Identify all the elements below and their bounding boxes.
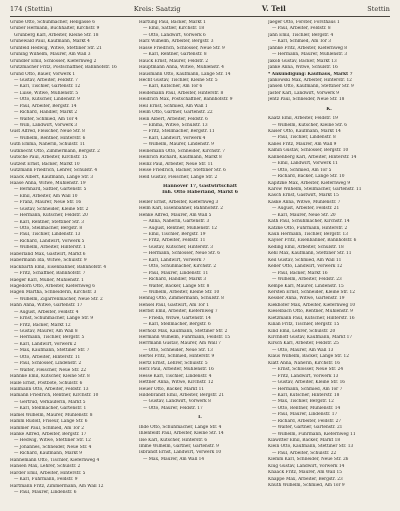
directory-entry: Jahnke Fritz, Arbeiter, Kiefernweg 8 [268,45,348,51]
section-heading: Inh. Otto Haberland, Markt 6 [162,190,238,196]
directory-entry: Hallmann Otto, Arbeiter, Feldstr. 13 [10,386,89,392]
directory-entry: — Hermann, Tischler, Bergstr. 5 [14,335,85,341]
directory-entry: — Hermann, Schmied, Am Tor 7 [272,386,343,392]
directory-entry: — Karl, Rentner, Stettiner Str. 3 [14,219,84,225]
directory-entry: Katzke Otto, Fuhrmann, Hinterstr. 2 [268,225,348,231]
directory-entry: — Otto, Maurer, Am Wall 13 [272,347,334,353]
directory-entry: Keil Gustav, Schmied, Am Wall 11 [268,257,342,263]
directory-entry: Gründler Emil, Schlosser, Kiefernweg 2 [10,58,97,64]
directory-entry: — Paul, Tischler, Lindenstr. 13 [14,232,81,238]
directory-entry: — Wilhelm, Rentner, Hinterstr. 6 [14,135,86,141]
directory-column-3 [268,20,390,504]
directory-entry: Hanke Alfred, Arbeiter, Bergstr. 17 [10,432,87,437]
directory-entry: Heinrich Richard, Kaufmann, Markt 8 [139,155,222,161]
directory-entry: Kehl Max, Kaufmann, Stettiner Str. 11 [268,251,352,257]
directory-entry: Helm Karl, Eisenbahner, Bahnhofstr. 2 [139,206,223,212]
directory-entry: — Max, Tischler, Bergstr. 12 [272,399,334,405]
directory-entry: Grünberg Karl, Arbeiter, Kleine Str. 18 [14,32,99,38]
directory-entry: — Paul, Tischler, Lindenstr. 8 [272,135,336,141]
section-heading: I. [198,415,202,421]
directory-entry: Gutknecht Otto, Zimmermann, Bergstr. 2 [10,148,100,154]
directory-entry: Jaeger Otto, Förster, Forsthaus 1 [268,20,340,25]
directory-entry: — Emil, Tischler, Bergstr. 19 [143,232,206,237]
part-title: V. Teil [261,4,286,13]
directory-entry: Hahnke Emil, Kutscher, Kleine Str. 8 [10,374,90,380]
directory-entry: — Karl, Kutscher, Hinterstr. 18 [272,392,340,398]
directory-entry: Hagen Martha, Schneiderin, Kirchstr. 3 [10,290,97,296]
directory-entry: — Max, Kaufmann, Stettiner Str. 7 [14,348,90,354]
directory-column-1 [10,20,132,504]
directory-entry: — Wilhelm, Maurer, Lindenstr. 9 [143,142,214,148]
directory-entry: — Paul, Maurer, Lindenstr. 6 [14,489,77,495]
directory-entry: Hecht Gustav, Tischler, Kleine Str. 5 [139,77,218,83]
directory-entry: — Franz, Maurer, Neue Str. 16 [14,200,82,206]
directory-entry: Ihlenfeldt Paul, Arbeiter, Kleine Str. 14 [139,431,224,437]
directory-entry: Jaster Karl, Landwirt, Vorwerk 9 [268,90,339,96]
directory-entry: — Paul, Maurer, Lindenstr. 11 [143,270,209,276]
directory-entry: Haack Albert, Kaufmann, Lange Str. 3 [10,174,94,180]
directory-entry: Kaatz Emil, Arbeiter, Feldstr. 19 [268,116,338,122]
directory-entry: — Bernhard, Sattler, Gartenstr. 5 [14,187,87,193]
directory-entry: — Karl, Landwirt, Vorwerk 2 [14,341,77,347]
directory-entry: — Johannes, Schneider, Neue Str. 4 [14,444,92,450]
directory-entry: Hausmann Otto, Kaufmann, Lange Str. 14 [139,71,231,77]
directory-entry: — Otto, Schuhmacher, Kirchstr. 2 [143,264,217,270]
directory-entry: Jankowski Max, Arbeiter, Hinterstr. 12 [268,77,352,83]
directory-entry: Ihde Otto, Schuhmacher, Lange Str. 4 [139,424,222,430]
directory-entry: — Anna, Näherin, Gartenstr. 3 [143,219,210,225]
directory-entry: — Luise, Witwe, Mühlenstr. 5 [14,90,79,96]
directory-entry: — Willi, Landwirt, Vorwerk 3 [14,123,78,128]
directory-entry: — Richard, Händler, Markt 3 [143,277,207,283]
directory-entry: Heuer Otto, Bäcker, Markt 11 [139,386,205,392]
directory-entry: Knappe Max, Arbeiter, Bergstr. 23 [268,476,343,482]
directory-entry: Jahn Emil, Tischler, Bergstr. 4 [268,32,334,38]
directory-entry: Grützmacher Fritz, Postschaffner, Bahnhofstr. 16 [10,65,117,71]
directory-entry: Grube Otto, Schuhmacher, Hellgasse 6 [10,20,95,25]
directory-entry: Hartung Paul, Bäcker, Markt 1 [139,20,206,25]
directory-entry: Kirsch Karl, Arbeiter, Feldstr. 25 [268,341,339,347]
directory-entry: Isbrandt Ernst, Landwirt, Vorwerk 10 [139,450,222,456]
directory-entry: — Karl, Maurer, Neue Str. 20 [272,212,336,218]
directory-entry: Kapitzke Max, Arbeiter, Kiefernweg 9 [268,180,351,186]
directory-entry: Kalies Fritz, Maurer, Am Wall 9 [268,141,337,147]
directory-entry: Heller Ernst, Arbeiter, Kiefernweg 3 [139,199,219,205]
directory-entry: Hackbarth Emil, Eisenbahner, Bahnhofstr. 4 [10,264,107,270]
directory-entry: Herz Paul, Arbeiter, Mühlenstr. 16 [139,367,214,373]
directory-entry: — Gustav, Maurer, Am Wall 8 [14,329,78,334]
directory-entry: — Emil, Landwirt, Vorwerk 11 [272,161,338,167]
directory-entry: Klein Otto, Kaufmann, Stettiner Str. 13 [268,444,354,450]
directory-entry: Kieselbach Otto, Rentner, Mühlenstr. 9 [268,309,353,315]
directory-entry: Gutzeit Ernst, Bäcker, Markt 10 [10,161,80,167]
place-name: Stettin [367,5,390,13]
directory-entry: Herholz Max, Kaufmann, Stettiner Str. 2 [139,328,228,334]
directory-entry: Kessler Anna, Witwe, Gartenstr. 19 [268,296,345,302]
directory-entry: — Hermann, Kutscher, Feldstr. 20 [14,213,88,219]
directory-entry: Heidrich Max, Postschaffner, Bahnhofstr. 9 [139,97,233,103]
directory-entry: Hein Albert, Arbeiter, Feldstr. 6 [139,116,208,122]
directory-entry: Hahn Anna, Witwe, Gartenstr. 17 [10,303,83,309]
directory-entry: Gutsche Paul, Arbeiter, Kirchstr. 15 [10,155,88,161]
directory-entry: Kiekhöfer Max, Arbeiter, Kiefernweg 10 [268,302,356,308]
directory-entry: Kath Paul, Schuhmacher, Kirchstr. 14 [268,219,350,225]
directory-entry: — August, Arbeiter, Feldstr. 4 [14,309,79,315]
directory-entry: Herrmann Gustav, Maurer, Am Wall 7 [139,341,221,347]
directory-entry: Kaiser Otto, Kaufmann, Markt 14 [268,129,341,134]
directory-entry: Gutzmann Friedrich, Lehrer, Schulstr. 4 [10,168,98,174]
directory-entry: Hennig Otto, Zimmermann, Schulstr. 8 [139,296,224,302]
directory-entry: — Emil, Sattler, Kirchstr. 18 [143,26,205,32]
directory-entry: Hettner Anna, Witwe, Kirchstr. 12 [139,380,214,386]
directory-entry: Ilse Karl, Kutscher, Hinterstr. 6 [139,437,208,443]
directory-entry: Kasch Ernst, Gastwirt, Markt 15 [268,193,339,199]
section-heading: Hannover 17, Gastwirtschaft [163,183,237,189]
directory-entry: — Paul, Maurer, Lindenstr. 17 [272,412,338,418]
directory-entry: Haase Anna, Witwe, Mühlenstr. 19 [10,180,86,186]
directory-entry: Haberland Max, Gastwirt, Markt 6 [10,251,86,257]
directory-entry: — Otto, Landwirt, Vorwerk 6 [143,32,206,38]
section-title: Kreis: Saatzig [133,5,181,13]
directory-entry: Grund Otto, Bauer, Vorwerk 1 [10,71,76,77]
directory-entry: Grüning Wilhelm, Maurer, Am Wall 3 [10,52,91,58]
directory-entry: — Walter, Schmied, Am Tor 4 [14,116,78,122]
directory-entry: — Karl, Kutscher, Am Tor 6 [143,84,203,90]
directory-entry: Herbst Emil, Arbeiter, Kiefernweg 7 [139,309,218,315]
header-rule [10,16,390,17]
directory-entry: Heise Friedrich, Bäcker, Stettiner Str. 6 [139,168,226,174]
directory-entry: Heinz Paul, Arbeiter, Neue Str. 11 [139,161,214,167]
directory-entry: Hertel Fritz, Schmied, Hinterstr. 9 [139,354,215,360]
section-heading: K. [326,106,332,112]
directory-entry: Keding Emil, Arbeiter, Schulstr. 18 [268,244,344,250]
directory-entry: — Walter, Bäcker, Lange Str. 8 [143,283,210,289]
directory-entry: Hauptmann Anna, Witwe, Mühlenstr. 4 [139,65,225,71]
directory-entry: — Wilhelm, Kutscher, Kleine Str. 6 [272,122,347,128]
directory-entry: Heinemann Otto, Schneider, Kirchstr. 7 [139,148,226,154]
directory-entry: — Gustav, Arbeiter, Kleine Str. 16 [272,380,346,386]
directory-entry: — Fritz, Landwirt, Vorwerk 13 [272,373,339,379]
directory-entry: Kempe Karl, Maurer, Lindenstr. 15 [268,283,344,289]
directory-entry: — Karl, Landwirt, Vorwerk 4 [143,135,206,141]
directory-entry: Hamm Rudolf, Friseur, Lange Str. 6 [10,419,88,425]
directory-entry: Halle Ernst, Postbote, Schulstr. 6 [10,380,83,386]
directory-entry: — Karl, Landwirt, Vorwerk 7 [143,257,206,263]
directory-entry: Klatt Anna, Näherin, Kirchstr. 16 [268,360,340,366]
directory-entry: — Richard, Händler, Markt 2 [14,110,78,116]
directory-entry: — Hedwig, Witwe, Stettiner Str. 12 [14,438,91,444]
directory-entry: Kaske Anna, Witwe, Mühlenstr. 7 [268,199,341,205]
directory-entry: Held Gustav, Fleischer, Lange Str. 2 [139,174,218,180]
directory-entry: Hamel Wilhelm, Maurer, Mühlenstr. 8 [10,412,93,418]
directory-entry: — Karl, Stellmacher, Gartenstr. 1 [14,406,87,412]
directory-entry: Kietzmann Paul, Kutscher, Hinterstr. 16 [268,315,355,321]
directory-entry: — Hermann, Maurer, Mühlenstr. 3 [272,52,348,58]
directory-entry: — Karl, Fuhrmann, Feldstr. 9 [14,477,78,483]
directory-entry: — Wilhelm, Zigarrenmacher, Neue Str. 2 [14,296,103,302]
directory-entry: — Fritz, Bäcker, Markt 12 [14,322,71,328]
directory-entry: Hartmann Fritz, Zimmermann, Am Wall 12 [10,483,104,489]
directory-entry: — Emil, Arbeiter, Am Wall 10 [14,193,78,199]
directory-entry: — Gustav, Schneider, Kleine Str. 2 [14,206,89,212]
directory-entry: — Walter, Fleischer, Neue Str. 22 [14,367,87,373]
directory-entry: Klug Gustav, Landwirt, Vorwerk 14 [268,463,345,469]
directory-entry: Harder Emil, Arbeiter, Hinterstr. 5 [10,470,86,476]
directory-entry: Haeger Karl, Müller, Mühlenstr. 1 [10,277,84,283]
directory-entry: — August, Arbeiter, Feldstr. 21 [272,206,340,212]
directory-entry: — Frieda, Witwe, Gartenstr. 14 [143,315,211,321]
directory-entry: — Karl, Rentner, Gartenstr. 8 [143,52,207,58]
directory-entry: — Otto, Maurer, Feldstr. 17 [143,405,203,411]
directory-entry: — Wilhelm, Arbeiter, Feldstr. 23 [272,277,342,283]
directory-entry: Jansen Otto, Kaufmann, Stettiner Str. 9 [268,84,354,90]
directory-entry: Hertz Ernst, Lehrer, Schulstr. 5 [139,360,208,366]
directory-entry: Klawitter Emil, Bäcker, Markt 18 [268,438,341,443]
directory-entry: Jentz Paul, Schneider, Neue Str. 18 [268,97,345,103]
directory-entry: Grünfeld Hedwig, Witwe, Stettiner Str. 21 [10,45,102,51]
page-header [10,4,390,16]
directory-entry: Heil Ernst, Schmied, Am Wall 1 [139,103,208,109]
directory-entry: Keller Otto, Landwirt, Vorwerk 12 [268,264,343,270]
directory-entry: Henke Alfred, Maurer, Am Wall 5 [139,212,212,218]
directory-entry: — Paul, Schlosser, Lindenstr. 2 [14,361,82,367]
directory-entry: — Otto, Kutscher, Lindenstr. 9 [14,97,80,103]
directory-entry: Kaun Hermann, Tischler, Bergstr. 13 [268,232,348,237]
directory-entry: Guth Emma, Näherin, Schulstr. 11 [10,142,86,148]
directory-entry: Klemm Karl, Schneider, Neue Str. 26 [268,457,349,463]
directory-entry: Hasse Friedrich, Schlosser, Neue Str. 9 [139,45,225,51]
directory-entry: Kamin Gustav, Schlosser, Bergstr. 10 [268,148,349,154]
directory-entry: Knuth Wilhelm, Schmied, Am Tor 9 [268,483,345,489]
directory-entry: Imme Wilhelm, Gärtner, Gartenstr. 9 [139,444,219,449]
directory-entry: Hauck Ernst, Maurer, Feldstr. 2 [139,58,209,64]
directory-entry: — Ernst, Schlosser, Neue Str. 24 [272,367,344,373]
directory-entry: — Fritz, Arbeiter, Feldstr. 11 [143,238,206,244]
directory-entry: Hermann Wilhelm, Fuhrmann, Feldstr. 15 [139,335,231,340]
directory-entry: Gust Alfred, Fleischer, Neue Str. 8 [10,129,85,135]
directory-entry: — Paul, Arbeiter, Feldstr. 8 [272,26,331,32]
directory-entry: — Richard, Kaufmann, Markt 9 [14,451,83,457]
directory-entry: Heidemann Paul, Arbeiter, Hinterstr. 8 [139,90,224,96]
directory-entry: — Fritz, Schaffner, Bahnhofstr. 7 [14,271,86,277]
directory-entry: — Wilhelm, Arbeiter, Kleine Str. 10 [143,289,220,295]
directory-entry: — Paul, Bäcker, Markt 16 [272,270,328,276]
directory-entry: — Gustav, Landwirt, Vorwerk 8 [143,399,211,405]
directory-entry: — Emma, Witwe, Schulstr. 13 [143,123,208,128]
directory-entry: Hildebrandt Emil, Arbeiter, Bergstr. 21 [139,392,225,398]
directory-entry: Kirchhoff Gustav, Kaufmann, Markt 17 [268,335,353,340]
directory-entry: Hannemann Otto, Tischler, Kiefernweg 4 [10,457,100,463]
directory-entry: — Otto, Rentner, Mühlenstr. 14 [272,405,341,411]
directory-entry: Kannenberg Karl, Arbeiter, Hinterstr. 14 [268,154,357,160]
directory-entry: Knaack Fritz, Maurer, Am Wall 15 [268,470,342,476]
directory-entry: Jakob Gustav, Bäcker, Markt 13 [268,58,337,64]
directory-entry: Habermann Ida, Witwe, Schulstr. 9 [10,258,87,264]
directory-entry: Hansen Max, Lehrer, Schulstr. 2 [10,464,81,470]
directory-entry: — Otto, Schneider, Neue Str. 13 [143,347,213,353]
directory-entry: — Fritz, Stellmacher, Bergstr. 11 [143,129,215,135]
directory-entry: — Richard, Bäcker, Lange Str. 10 [272,174,345,180]
directory-entry: Grünewald Paul, Kaufmann, Markt 4 [10,39,90,45]
directory-entry: — Karl, Stellmacher, Bergstr. 6 [143,322,211,328]
directory-entry: Kayser Fritz, Eisenbahner, Bahnhofstr. 6 [268,238,357,244]
directory-entry: — Richard, Landwirt, Vorwerk 5 [14,238,85,244]
directory-column-2 [139,20,261,504]
directory-entry: Gruber Hermann, Buchhalter, Kirchstr. 9 [10,26,100,32]
directory-entry: Hammer Paul, Schmied, Am Tor 2 [10,425,84,431]
directory-entry: — Richard, Arbeiter, Feldstr. 27 [272,418,342,424]
directory-entry: — Otto, Arbeiter, Hinterstr. 11 [14,354,81,360]
directory-entry: Kilian Fritz, Tischler, Bergstr. 15 [268,322,340,328]
directory-entry: Kind Emil, Lehrer, Schulstr. 20 [268,328,336,334]
page-number: 174 (Stettin) [10,5,53,13]
directory-entry: — Gustav, Arbeiter, Feldstr. 7 [14,77,78,83]
directory-entry: — Karl, Tischler, Gartenstr. 12 [14,84,81,90]
directory-entry: — Max, Maurer, Am Wall 14 [143,456,205,462]
directory-entry: Harz Wilhelm, Arbeiter, Bergstr. 3 [139,39,214,45]
directory-entry: — Wilhelm, Fuhrmann, Kiefernweg 11 [272,431,356,437]
directory-entry: — August, Rentner, Mühlenstr. 12 [143,225,217,231]
directory-entry: — Ernst, Schuhmacher, Lange Str. 9 [14,316,94,322]
directory-entry: — Gertrud, Verkäuferin, Markt 5 [14,399,86,405]
directory-entry: Hamann Friedrich, Rentner, Kirchstr. 10 [10,393,99,399]
directory-entry: — Wilhelm, Arbeiter, Hinterstr. 1 [14,245,86,251]
directory-entry: — Paul, Arbeiter, Bergstr. 14 [14,103,77,109]
directory-entry: — Otto, Stellmacher, Bergstr. 8 [14,226,83,231]
directory-entry: — Otto, Schmied, Am Tor 5 [272,167,332,173]
directory-entry: — Hermann, Schlosser, Neue Str. 6 [143,251,220,257]
directory-entry: Klaus Wilhelm, Bäcker, Lange Str. 12 [268,354,349,360]
directory-entry: — Paul, Arbeiter, Schulstr. 22 [272,450,337,456]
directory-entry: Karow Wilhelm, Stellmacher, Gartenstr. 11 [268,186,362,192]
directory-entry: Hesse Karl, Tischler, Lindenstr. 4 [139,373,212,379]
directory-entry: Kersten Ernst, Schneider, Kleine Str. 12 [268,289,355,295]
directory-entry: — Karl, Schmied, Am Tor 3 [272,39,332,45]
directory-entry: — Gustav, Kutscher, Hinterstr. 3 [143,244,214,250]
directory-entry: — Walter, Gärtner, Gartenstr. 21 [272,425,343,431]
directory-entry: * Ankündigung: Kaufhaus, Markt 7 [268,71,353,77]
directory-entry: Hagedorn Otto, Arbeiter, Kiefernweg 6 [10,283,95,289]
directory-entry: Janke Anna, Witwe, Schulstr. 16 [268,65,338,71]
directory-entry: Hensel Paul, Gastwirt, Am Tor 1 [139,302,209,308]
directory-entry: Heim Otto, Gärtner, Gartenstr. 22 [139,110,213,116]
